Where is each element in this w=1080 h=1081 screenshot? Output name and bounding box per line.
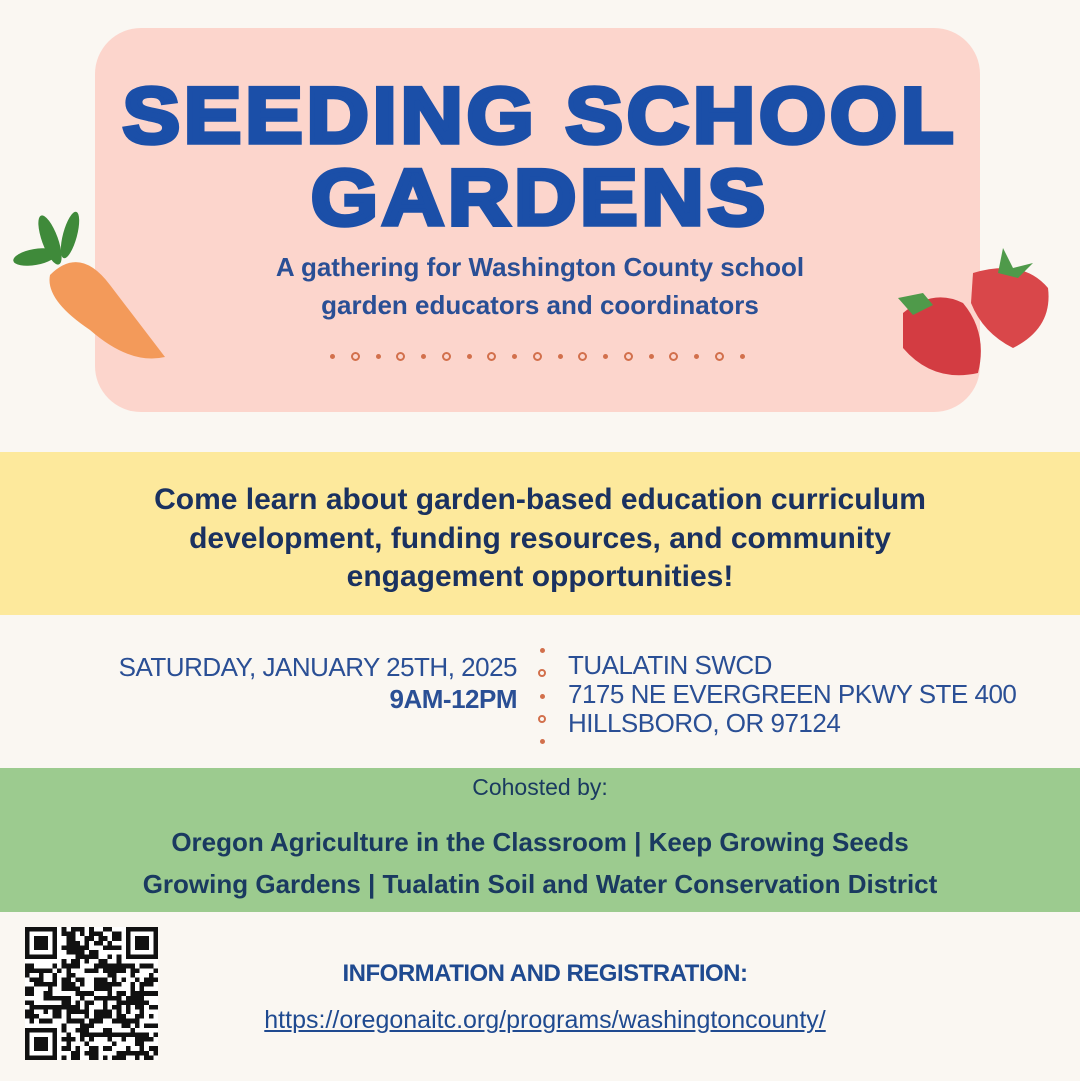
dot xyxy=(396,352,405,361)
vertical-dot-divider xyxy=(537,648,547,744)
dot xyxy=(442,352,451,361)
cohosts-label: Cohosted by: xyxy=(472,774,608,800)
description-line-3: engagement opportunities! xyxy=(346,560,734,593)
location-name: TUALATIN SWCD xyxy=(568,650,772,680)
dot xyxy=(715,352,724,361)
dot xyxy=(487,352,496,361)
event-datetime xyxy=(119,651,517,715)
cohosts-list xyxy=(0,821,1080,905)
description-text xyxy=(0,481,1080,597)
title-line-1: SEEDING SCHOOL xyxy=(122,71,958,161)
strawberry-illustration xyxy=(893,243,1058,383)
dot xyxy=(512,354,517,359)
dot xyxy=(533,352,542,361)
event-date: SATURDAY, JANUARY 25TH, 2025 xyxy=(118,652,517,682)
dot xyxy=(624,352,633,361)
subtitle-line-2: garden educators and coordinators xyxy=(321,290,759,320)
description-line-2: development, funding resources, and community xyxy=(189,521,891,555)
carrot-illustration xyxy=(10,205,170,365)
event-time: 9AM-12PM xyxy=(389,684,517,714)
registration-heading: INFORMATION AND REGISTRATION: xyxy=(342,960,748,987)
cohosts-line-2: Growing Gardens | Tualatin Soil and Water Conservation District xyxy=(142,869,938,899)
dot xyxy=(558,354,563,359)
dot xyxy=(376,354,381,359)
address-line-1: 7175 NE EVERGREEN PKWY STE 400 xyxy=(568,679,1017,709)
description-line-1: Come learn about garden-based education curriculum xyxy=(154,483,926,516)
registration-link[interactable]: https://oregonaitc.org/programs/washingtoncounty/ xyxy=(264,1006,826,1034)
dot xyxy=(467,354,472,359)
dot xyxy=(351,352,360,361)
dot xyxy=(578,352,587,361)
address-line-2: HILLSBORO, OR 97124 xyxy=(568,708,841,738)
title-line-2: GARDENS xyxy=(310,153,770,243)
dot xyxy=(421,354,426,359)
dot-divider xyxy=(330,350,745,362)
dot xyxy=(649,354,654,359)
dot xyxy=(669,352,678,361)
cohosts-line-1: Oregon Agriculture in the Classroom | Keep Growing Seeds xyxy=(171,827,909,857)
dot xyxy=(740,354,745,359)
subtitle-line-1: A gathering for Washington County school xyxy=(275,252,805,282)
dot xyxy=(603,354,608,359)
qr-code[interactable] xyxy=(25,927,158,1060)
event-location xyxy=(568,651,1016,738)
dot xyxy=(330,354,335,359)
dot xyxy=(694,354,699,359)
